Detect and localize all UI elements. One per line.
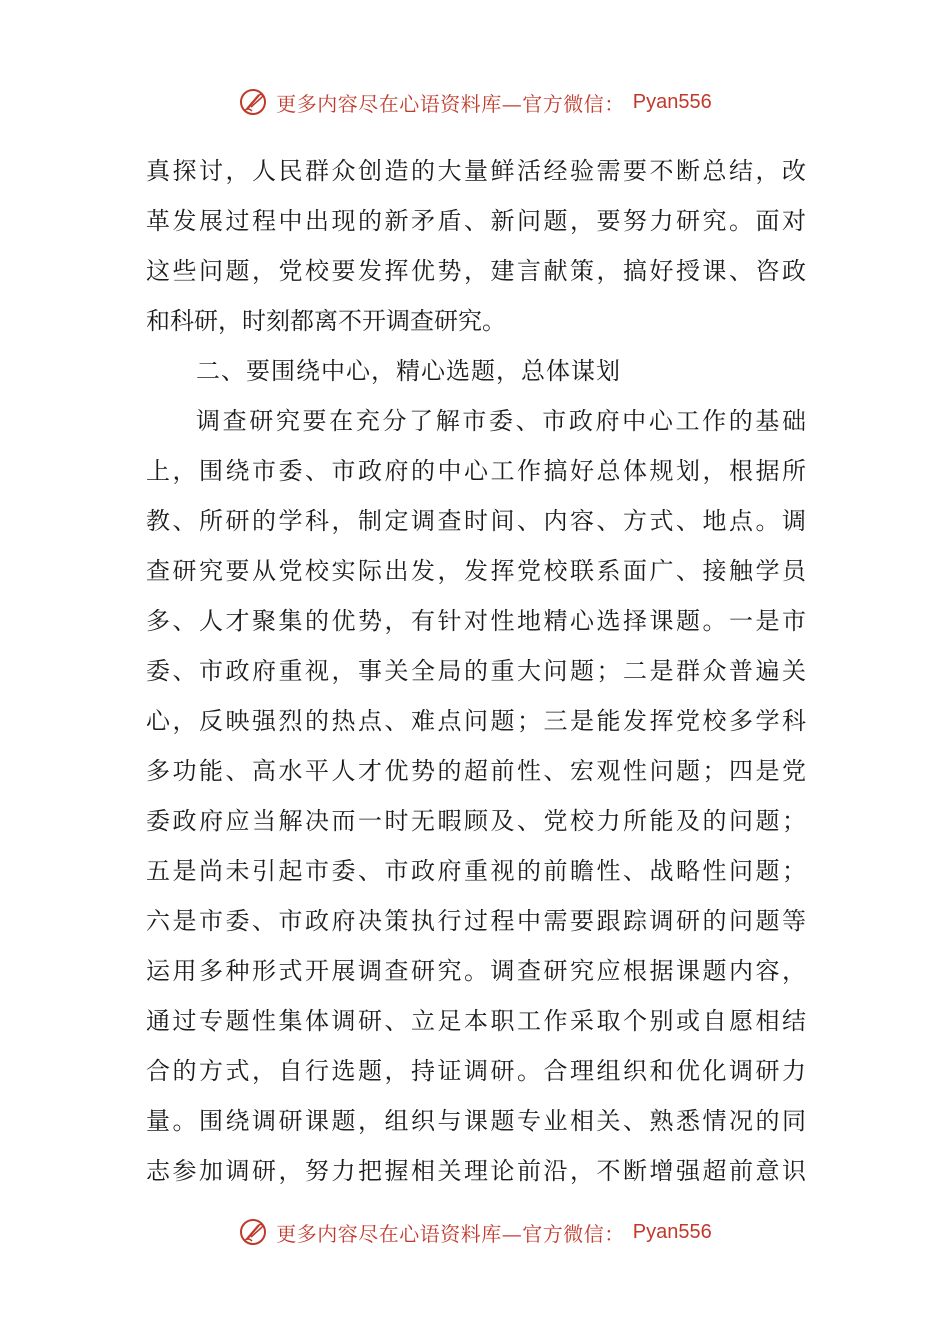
body-line: 这些问题，党校要发挥优势，建言献策，搞好授课、咨政: [146, 257, 806, 285]
section-heading: 二、要围绕中心，精心选题，总体谋划: [196, 357, 621, 385]
body-line: 真探讨，人民群众创造的大量鲜活经验需要不断总结，改: [146, 157, 806, 185]
body-line: 运用多种形式开展调查研究。调查研究应根据课题内容，: [146, 957, 806, 985]
watermark-wechat-id: Pyan556: [632, 90, 712, 113]
body-line: 合的方式，自行选题，持证调研。合理组织和优化调研力: [146, 1057, 806, 1085]
document-body: [146, 146, 806, 1196]
body-line: 委政府应当解决而一时无暇顾及、党校力所能及的问题；: [146, 807, 806, 835]
body-line: 委、市政府重视，事关全局的重大问题；二是群众普遍关: [146, 657, 806, 685]
body-line: 革发展过程中出现的新矛盾、新问题，要努力研究。面对: [146, 207, 806, 235]
body-line: 志参加调研，努力把握相关理论前沿，不断增强超前意识: [146, 1157, 806, 1185]
body-line: 量。围绕调研课题，组织与课题专业相关、熟悉情况的同: [146, 1107, 806, 1135]
body-line: 多、人才聚集的优势，有针对性地精心选择课题。一是市: [146, 607, 806, 635]
watermark-banner-top: [0, 82, 950, 122]
quill-logo-icon: [238, 87, 268, 117]
body-line: 和科研，时刻都离不开调查研究。: [146, 307, 506, 335]
body-line: 上，围绕市委、市政府的中心工作搞好总体规划，根据所: [146, 457, 806, 485]
body-line: 通过专题性集体调研、立足本职工作采取个别或自愿相结: [146, 1007, 806, 1035]
quill-logo-icon: [238, 1217, 268, 1247]
body-line: 五是尚未引起市委、市政府重视的前瞻性、战略性问题；: [146, 857, 806, 885]
watermark-banner-bottom: [0, 1212, 950, 1252]
body-line: 调查研究要在充分了解市委、市政府中心工作的基础: [196, 407, 806, 435]
watermark-text: 更多内容尽在心语资料库—官方微信：: [276, 91, 625, 116]
watermark-wechat-id: Pyan556: [632, 1220, 712, 1243]
body-line: 教、所研的学科，制定调查时间、内容、方式、地点。调: [146, 507, 806, 535]
body-line: 心，反映强烈的热点、难点问题；三是能发挥党校多学科: [146, 707, 806, 735]
watermark-text: 更多内容尽在心语资料库—官方微信：: [276, 1221, 625, 1246]
body-line: 多功能、高水平人才优势的超前性、宏观性问题；四是党: [146, 757, 806, 785]
body-line: 六是市委、市政府决策执行过程中需要跟踪调研的问题等: [146, 907, 806, 935]
body-line: 查研究要从党校实际出发，发挥党校联系面广、接触学员: [146, 557, 806, 585]
